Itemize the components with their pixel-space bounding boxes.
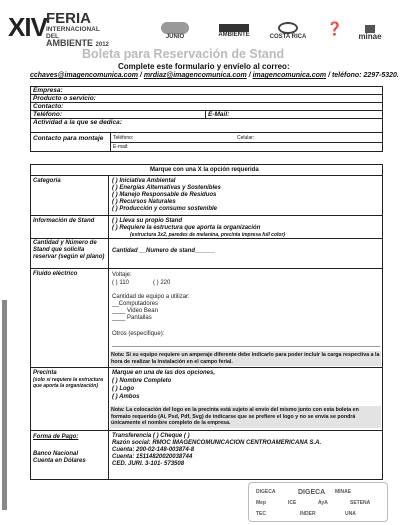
feria-logo-title: FERIA bbox=[46, 10, 91, 27]
equipo-video-bean[interactable]: ____ Video Bean bbox=[112, 308, 158, 314]
cantidad-label: Cantidad y Número de Stand que solicita reservar (según el plano) bbox=[33, 240, 105, 260]
stand-label: Información de Stand bbox=[33, 218, 95, 224]
montaje-email-label: E-mail: bbox=[113, 144, 129, 150]
email-link-3[interactable]: imagencomunica.com bbox=[252, 72, 327, 79]
equipo-pantallas[interactable]: ____ Pantallas bbox=[112, 315, 152, 321]
sponsor-logo-symbol: ❓ bbox=[326, 21, 344, 36]
precinta-label-note: (solo si requiere la estructura que aporta la organización) bbox=[33, 377, 104, 389]
voltaje-label: Voltaje: bbox=[112, 272, 132, 278]
equipo-label: Cantidad de equipo a utilizar: bbox=[112, 294, 190, 300]
telefono-label: Teléfono: bbox=[33, 111, 63, 118]
page-title: Boleta para Reservación de Stand bbox=[82, 47, 285, 61]
cantidad-field[interactable]: Cantidad __Numero de stand______ bbox=[112, 248, 216, 254]
page-subtitle: Complete este formulario y envíelo al correo: bbox=[118, 62, 290, 71]
footer-logo: ICE bbox=[288, 500, 297, 506]
precinta-option-nombre[interactable]: ( ) Nombre Completo bbox=[112, 378, 172, 384]
logo-word-internacional: INTERNACIONAL bbox=[46, 26, 100, 33]
options-header: Marque con una X la opción requerida bbox=[150, 167, 259, 173]
contact-emails: cchaves@imagencomunica.com / mrdiaz@imagencomunica.com / imagencomunica.com / teléfono: 2297-5320. bbox=[30, 72, 399, 79]
footer-logo: MINAE bbox=[335, 489, 352, 495]
sponsor-logo-ambiente: AMBIENTE bbox=[214, 24, 254, 39]
categoria-option[interactable]: ( ) Producción y consumo sostenible bbox=[112, 206, 218, 212]
contacto-label: Contacto: bbox=[33, 103, 64, 110]
scan-edge bbox=[2, 300, 7, 510]
sponsor-logo-junio: JUNIO bbox=[157, 22, 193, 41]
stand-option-own[interactable]: ( ) Lleva su propio Stand bbox=[112, 218, 183, 224]
feria-logo-xiv: XIV bbox=[8, 12, 47, 42]
voltaje-220-option[interactable]: ( ) 220 bbox=[153, 280, 171, 286]
footer-logo: UNA bbox=[345, 511, 356, 517]
equipo-computadores[interactable]: __Computadores bbox=[112, 301, 159, 307]
precinta-option-ambos[interactable]: ( ) Ambos bbox=[112, 394, 140, 400]
precinta-note: Nota: La colocación del logo en la precinta está sujeto al envío del mismo junto con esta boleta en formato requerido (Ai, Psd, Pdf, Svg) de indicarse que se prefiere el logo y no se envía se pondrá únicamente el nombre completo de la empresa. bbox=[110, 406, 381, 428]
pago-razon-social: Razón social: RMOC IMAGENCOMUNICACION CENTROAMERICANA S.A. bbox=[112, 440, 322, 446]
sponsor-logo-costarica: COSTA RICA bbox=[268, 22, 308, 41]
logo-year: 2012 bbox=[95, 42, 109, 48]
email-label: E-Mail: bbox=[208, 111, 230, 118]
footer-logo: SETENA bbox=[350, 500, 371, 506]
pago-cuenta-1: Cuenta: 200-02-148-003874-8 bbox=[112, 447, 195, 453]
pago-cuenta-dolares: Cuenta en Dólares bbox=[33, 458, 86, 464]
stand-option-org[interactable]: ( ) Requiere la estructura que aporta la organización bbox=[112, 225, 261, 231]
pago-cedula: CED. JURI. 3-101- 573508 bbox=[112, 461, 185, 467]
contact-phone: / teléfono: 2297-5320. bbox=[326, 72, 399, 79]
voltaje-110-option[interactable]: ( ) 110 bbox=[112, 280, 129, 286]
sponsor-logo-minae: minae bbox=[352, 25, 388, 40]
footer-logo: DIGECA bbox=[298, 489, 326, 496]
categoria-option[interactable]: ( ) Energías Alternativas y Sostenibles bbox=[112, 185, 221, 191]
pago-banco: Banco Nacional bbox=[33, 451, 79, 457]
otros-label: Otros (especifique): bbox=[112, 331, 165, 337]
categoria-label: Categoría bbox=[33, 178, 61, 184]
footer-logo: INDER bbox=[300, 511, 316, 517]
categoria-option[interactable]: ( ) Manejo Responsable de Residuos bbox=[112, 192, 217, 198]
footer-logo: TEC bbox=[256, 511, 266, 517]
actividad-label: Actividad a la que se dedica: bbox=[33, 119, 122, 126]
precinta-intro: Marque en una de las dos opciones, bbox=[112, 370, 216, 376]
pago-metodo[interactable]: Transferencia ( ) Cheque ( ) bbox=[112, 433, 190, 439]
email-link-2[interactable]: mrdiaz@imagencomunica.com bbox=[143, 72, 247, 79]
logo-word-ambiente: AMBIENTE bbox=[46, 38, 93, 48]
pago-cuenta-2: Cuenta: 15114820020038744 bbox=[112, 454, 193, 460]
precinta-option-logo[interactable]: ( ) Logo bbox=[112, 386, 134, 392]
empresa-label: Empresa: bbox=[33, 87, 63, 94]
categoria-option[interactable]: ( ) Recursos Naturales bbox=[112, 199, 176, 205]
categoria-option[interactable]: ( ) Iniciativa Ambiental bbox=[112, 178, 176, 184]
contacto-montaje-label: Contacto para montaje bbox=[33, 135, 104, 142]
precinta-label: Precinta bbox=[33, 370, 57, 376]
footer-logo: Mep bbox=[256, 500, 266, 506]
email-link-1[interactable]: cchaves@imagencomunica.com bbox=[30, 72, 138, 79]
logo-word-del: DEL bbox=[46, 33, 59, 40]
producto-label: Producto o servicio: bbox=[33, 95, 96, 102]
footer-logo: DIGECA bbox=[256, 489, 276, 495]
footer-logo: AyA bbox=[318, 500, 328, 506]
montaje-celular-label: Celular: bbox=[237, 135, 255, 141]
stand-note: (estructura 3x2, paredes de melanina, precinta impresa full color) bbox=[130, 232, 286, 238]
pago-label: Forma de Pago: bbox=[33, 434, 79, 440]
montaje-telefono-label: Teléfono: bbox=[113, 135, 134, 141]
fluido-note: Nota: Si su equipo requiere un amperaje diferente debe indicarlo para poder incluir la carga respectiva a la hora de realizar la instalación en el campo ferial. bbox=[111, 352, 380, 365]
fluido-label: Fluido eléctrico bbox=[33, 271, 78, 277]
